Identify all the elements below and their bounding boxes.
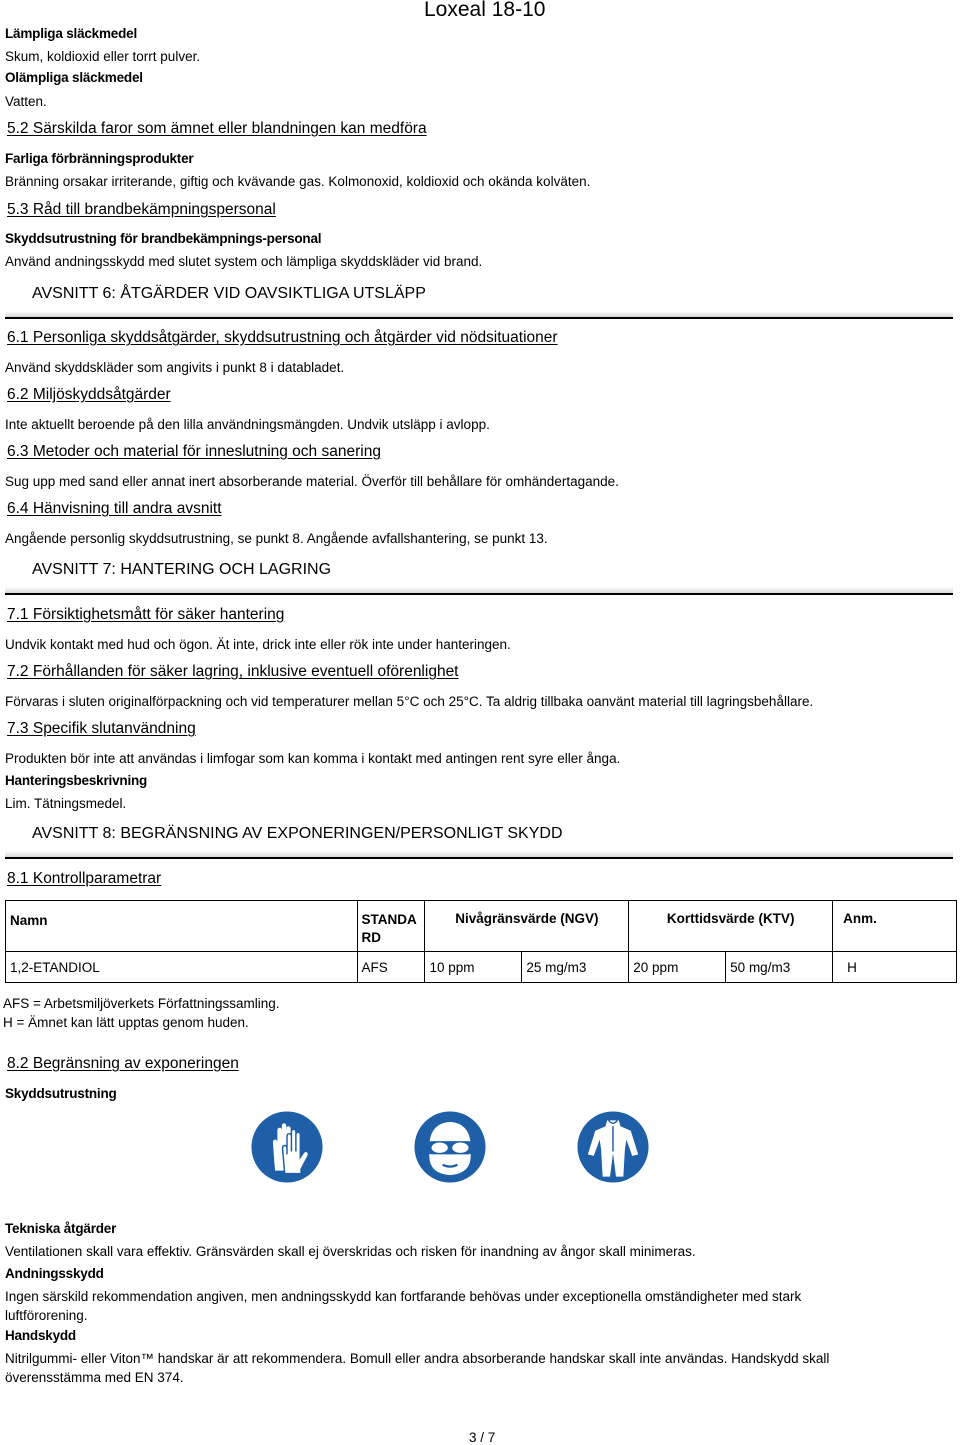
page-number: 3 / 7 (469, 1430, 496, 1445)
column-header-ngv: Nivågränsvärde (NGV) (425, 901, 629, 952)
column-header-name: Namn (6, 901, 358, 952)
firefighter-equipment-text: Använd andningsskydd med slutet system och lämpliga skyddskläder vid brand. (5, 254, 483, 269)
gloves-icon (250, 1110, 324, 1184)
heading-6-4: 6.4 Hänvisning till andra avsnitt (7, 500, 222, 517)
cell-standard: AFS (357, 952, 425, 983)
column-header-standard: STANDARD (357, 901, 425, 952)
handling-description-text: Lim. Tätningsmedel. (5, 796, 127, 811)
cell-ngv-ppm: 10 ppm (425, 952, 522, 983)
suitable-extinguishing-label: Lämpliga släckmedel (5, 26, 138, 41)
document-title: Loxeal 18-10 (424, 0, 546, 21)
section-6-title: AVSNITT 6: ÅTGÄRDER VID OAVSIKTLIGA UTSLÄPP (32, 285, 426, 302)
suitable-extinguishing-text: Skum, koldioxid eller torrt pulver. (5, 49, 201, 64)
hand-protection-text-line1: Nitrilgummi- eller Viton™ handskar är att rekommendera. Bomull eller andra absorberande handskar skall inte användas. Handskydd skall (5, 1351, 830, 1366)
text-7-2: Förvaras i sluten originalförpackning och vid temperaturer mellan 5°C och 25°C. Ta aldrig tillbaka oanvänt material till lagringsbehållare. (5, 694, 814, 709)
heading-6-1: 6.1 Personliga skyddsåtgärder, skyddsutrustning och åtgärder vid nödsituationer (7, 329, 558, 346)
exposure-limits-table (5, 900, 957, 983)
heading-6-3: 6.3 Metoder och material för inneslutning och sanering (7, 443, 381, 460)
heading-8-2: 8.2 Begränsning av exponeringen (7, 1055, 239, 1072)
ppe-label: Skyddsutrustning (5, 1086, 117, 1101)
text-6-3: Sug upp med sand eller annat inert absorberande material. Överför till behållare för omhändertagande. (5, 474, 619, 489)
cell-ngv-mgm3: 25 mg/m3 (522, 952, 629, 983)
column-header-ktv: Korttidsvärde (KTV) (629, 901, 833, 952)
cell-ktv-mgm3: 50 mg/m3 (726, 952, 833, 983)
text-6-2: Inte aktuellt beroende på den lilla användningsmängden. Undvik utsläpp i avlopp. (5, 417, 490, 432)
heading-5-2: 5.2 Särskilda faror som ämnet eller blandningen kan medföra (7, 120, 427, 137)
technical-measures-label: Tekniska åtgärder (5, 1221, 117, 1236)
section-7-title: AVSNITT 7: HANTERING OCH LAGRING (32, 561, 332, 578)
text-6-1: Använd skyddskläder som angivits i punkt 8 i databladet. (5, 360, 345, 375)
heading-7-2: 7.2 Förhållanden för säker lagring, inklusive eventuell oförenlighet (7, 663, 459, 680)
cell-remark: H (833, 952, 957, 983)
combustion-products-text: Bränning orsakar irriterande, giftig och kvävande gas. Kolmonoxid, koldioxid och okända kolväten. (5, 174, 591, 189)
section-8-header (5, 819, 953, 859)
respiratory-protection-text-line2: luftförorening. (5, 1308, 88, 1323)
section-7-header (5, 555, 953, 595)
heading-5-3: 5.3 Råd till brandbekämpningspersonal (7, 201, 276, 218)
unsuitable-extinguishing-label: Olämpliga släckmedel (5, 70, 143, 85)
hand-protection-text-line2: överensstämma med EN 374. (5, 1370, 184, 1385)
cell-substance-name: 1,2-ETANDIOL (6, 952, 358, 983)
heading-7-3: 7.3 Specifik slutanvändning (7, 720, 196, 737)
unsuitable-extinguishing-text: Vatten. (5, 94, 47, 109)
section-6-header (5, 279, 953, 319)
hand-protection-label: Handskydd (5, 1328, 76, 1343)
protective-suit-icon (576, 1110, 650, 1184)
respiratory-protection-label: Andningsskydd (5, 1266, 104, 1281)
goggles-icon (413, 1110, 487, 1184)
firefighter-equipment-label: Skyddsutrustning för brandbekämpnings-personal (5, 231, 322, 246)
section-8-title: AVSNITT 8: BEGRÄNSNING AV EXPONERINGEN/PERSONLIGT SKYDD (32, 825, 563, 842)
text-7-3: Produkten bör inte att användas i limfogar som kan komma i kontakt med antingen rent syre eller ånga. (5, 751, 621, 766)
table-header-row (6, 901, 957, 952)
text-6-4: Angående personlig skyddsutrustning, se punkt 8. Angående avfallshantering, se punkt 13. (5, 531, 548, 546)
heading-7-1: 7.1 Försiktighetsmått för säker hantering (7, 606, 285, 623)
table-row (6, 952, 957, 983)
technical-measures-text: Ventilationen skall vara effektiv. Gränsvärden skall ej överskridas och risken för inandning av ångor skall minimeras. (5, 1244, 696, 1259)
cell-ktv-ppm: 20 ppm (629, 952, 726, 983)
heading-8-1: 8.1 Kontrollparametrar (7, 870, 162, 887)
note-afs: AFS = Arbetsmiljöverkets Författningssamling. (3, 996, 280, 1011)
column-header-remark: Anm. (833, 901, 957, 952)
text-7-1: Undvik kontakt med hud och ögon. Ät inte, drick inte eller rök inte under hanteringen. (5, 637, 511, 652)
note-h: H = Ämnet kan lätt upptas genom huden. (3, 1015, 249, 1030)
handling-description-label: Hanteringsbeskrivning (5, 773, 148, 788)
heading-6-2: 6.2 Miljöskyddsåtgärder (7, 386, 171, 403)
respiratory-protection-text-line1: Ingen särskild rekommendation angiven, men andningsskydd kan fortfarande behövas under exceptionella omständigheter med stark (5, 1289, 802, 1304)
combustion-products-label: Farliga förbränningsprodukter (5, 151, 194, 166)
